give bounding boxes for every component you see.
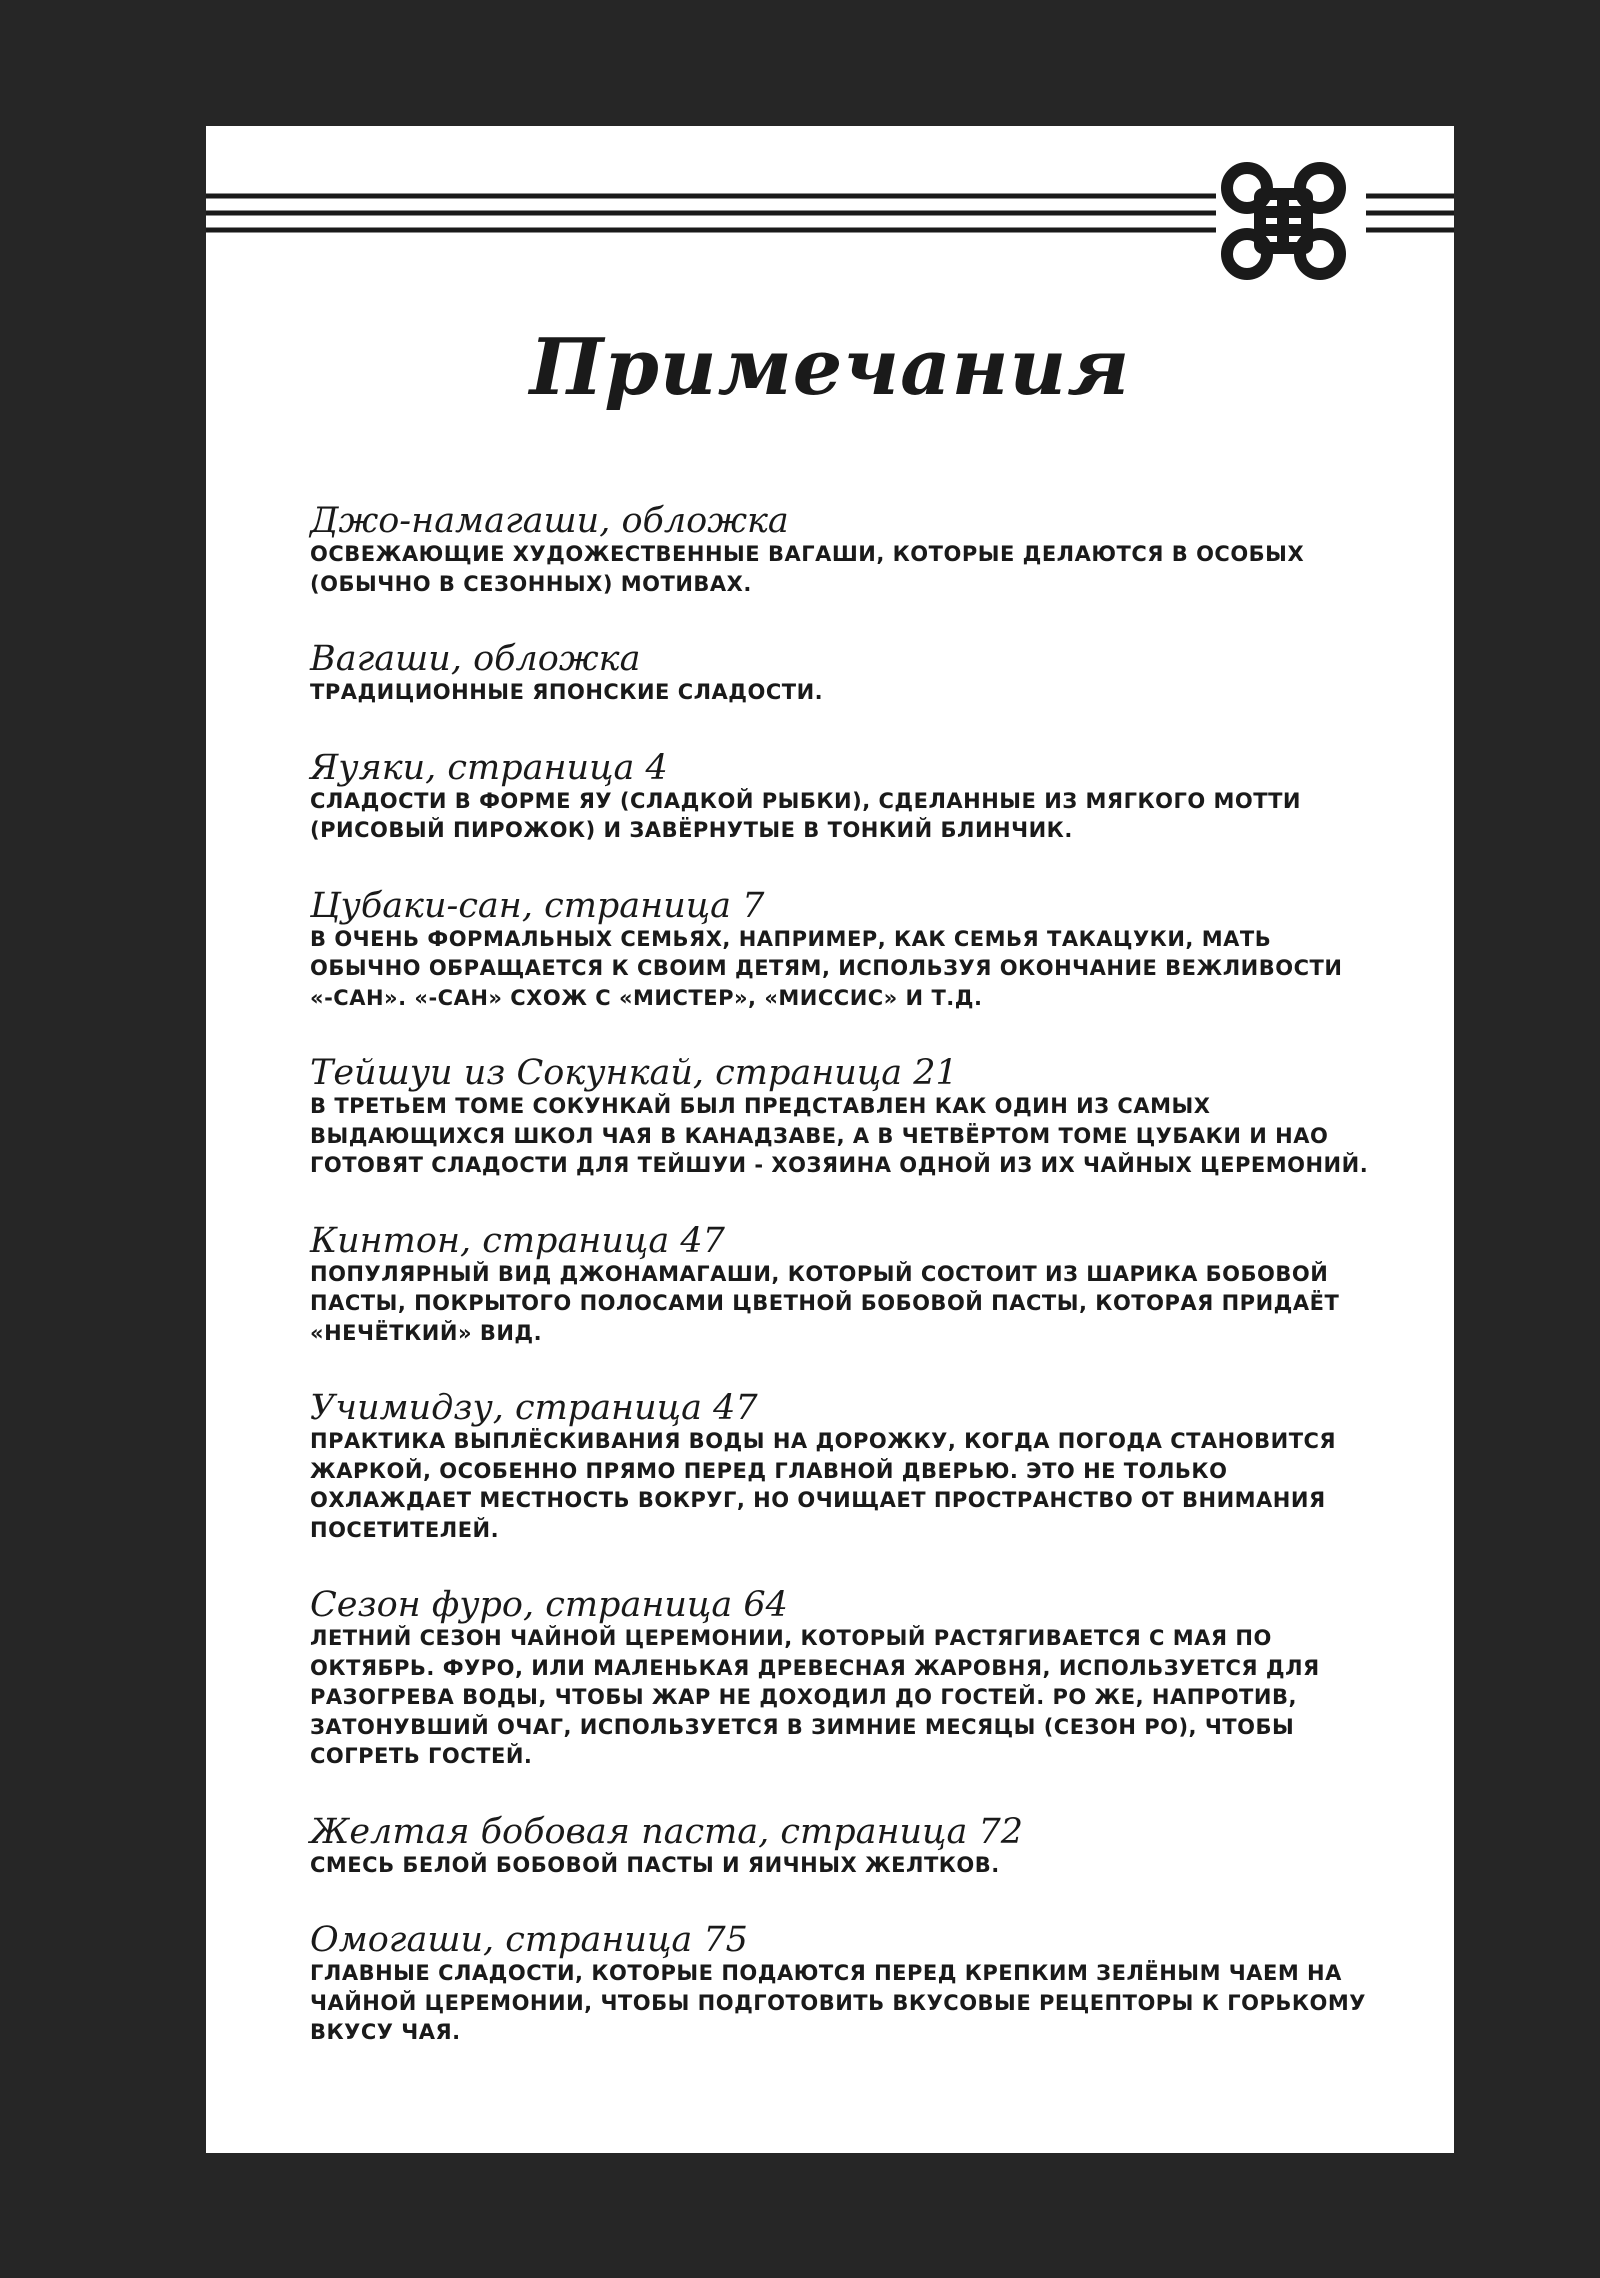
note-item — [310, 1586, 1370, 1772]
note-heading: Джо-намагаши, обложка — [310, 501, 789, 541]
note-heading: Вагаши, обложка — [310, 639, 641, 679]
note-heading: Омогаши, страница 75 — [310, 1920, 748, 1960]
note-body: В ТРЕТЬЕМ ТОМЕ СОКУНКАЙ БЫЛ ПРЕДСТАВЛЕН КАК ОДИН ИЗ САМЫХ ВЫДАЮЩИХСЯ ШКОЛ ЧАЯ В КАНАДЗАВЕ, А В ЧЕТВЁРТОМ ТОМЕ ЦУБАКИ И НАО ГОТОВЯТ СЛАДОСТИ ДЛЯ ТЕЙШУИ - ХОЗЯИНА ОДНОЙ ИЗ ИХ ЧАЙНЫХ ЦЕРЕМОНИЙ. — [310, 1094, 1369, 1177]
notes-list — [310, 502, 1370, 2089]
note-item — [310, 1813, 1370, 1881]
note-body: СМЕСЬ БЕЛОЙ БОБОВОЙ ПАСТЫ И ЯИЧНЫХ ЖЕЛТКОВ. — [310, 1852, 1000, 1877]
note-body: ОСВЕЖАЮЩИЕ ХУДОЖЕСТВЕННЫЕ ВАГАШИ, КОТОРЫЕ ДЕЛАЮТСЯ В ОСОБЫХ (ОБЫЧНО В СЕЗОННЫХ) МОТИВАХ. — [310, 542, 1305, 596]
note-item — [310, 887, 1370, 1014]
note-body: В ОЧЕНЬ ФОРМАЛЬНЫХ СЕМЬЯХ, НАПРИМЕР, КАК СЕМЬЯ ТАКАЦУКИ, МАТЬ ОБЫЧНО ОБРАЩАЕТСЯ К СВОИМ ДЕТЯМ, ИСПОЛЬЗУЯ ОКОНЧАНИЕ ВЕЖЛИВОСТИ «-САН». «-САН» СХОЖ С «МИСТЕР», «МИССИС» И Т.Д. — [310, 926, 1343, 1010]
note-body: ЛЕТНИЙ СЕЗОН ЧАЙНОЙ ЦЕРЕМОНИИ, КОТОРЫЙ РАСТЯГИВАЕТСЯ С МАЯ ПО ОКТЯБРЬ. ФУРО, ИЛИ МАЛЕНЬКАЯ ДРЕВЕСНАЯ ЖАРОВНЯ, ИСПОЛЬЗУЕТСЯ ДЛЯ РАЗОГРЕВА ВОДЫ, ЧТОБЫ ЖАР НЕ ДОХОДИЛ ДО ГОСТЕЙ. РО ЖЕ, НАПРОТИВ, ЗАТОНУВШИЙ ОЧАГ, ИСПОЛЬЗУЕТСЯ В ЗИМНИЕ МЕСЯЦЫ (СЕЗОН РО), ЧТОБЫ СОГРЕТЬ ГОСТЕЙ. — [310, 1626, 1320, 1768]
notes-page — [206, 126, 1454, 2153]
note-item — [310, 749, 1370, 846]
note-heading: Сезон фуро, страница 64 — [310, 1585, 788, 1625]
knot-ornament-icon — [206, 126, 1454, 306]
note-item — [310, 1222, 1370, 1349]
note-heading: Учимидзу, страница 47 — [310, 1388, 758, 1428]
note-heading: Желтая бобовая паста, страница 72 — [310, 1811, 1024, 1852]
note-item — [310, 640, 1370, 708]
note-body: СЛАДОСТИ В ФОРМЕ ЯУ (СЛАДКОЙ РЫБКИ), СДЕЛАННЫЕ ИЗ МЯГКОГО МОТТИ (РИСОВЫЙ ПИРОЖОК) И ЗАВЁРНУТЫЕ В ТОНКИЙ БЛИНЧИК. — [310, 788, 1301, 842]
note-heading: Цубаки-сан, страница 7 — [310, 885, 765, 926]
note-body: ГЛАВНЫЕ СЛАДОСТИ, КОТОРЫЕ ПОДАЮТСЯ ПЕРЕД КРЕПКИМ ЗЕЛЁНЫМ ЧАЕМ НА ЧАЙНОЙ ЦЕРЕМОНИИ, ЧТОБЫ ПОДГОТОВИТЬ ВКУСОВЫЕ РЕЦЕПТОРЫ К ГОРЬКОМУ ВКУСУ ЧАЯ. — [310, 1961, 1366, 2044]
note-heading: Кинтон, страница 47 — [310, 1220, 725, 1261]
note-heading: Яуяки, страница 4 — [310, 747, 668, 788]
note-body: ТРАДИЦИОННЫЕ ЯПОНСКИЕ СЛАДОСТИ. — [310, 680, 824, 704]
note-item — [310, 502, 1370, 599]
note-heading: Тейшуи из Сокункай, страница 21 — [310, 1053, 958, 1093]
note-item — [310, 1921, 1370, 2048]
note-item — [310, 1054, 1370, 1181]
page-title: Примечания — [529, 322, 1131, 413]
note-body: ПРАКТИКА ВЫПЛЁСКИВАНИЯ ВОДЫ НА ДОРОЖКУ, КОГДА ПОГОДА СТАНОВИТСЯ ЖАРКОЙ, ОСОБЕННО ПРЯМО ПЕРЕД ГЛАВНОЙ ДВЕРЬЮ. ЭТО НЕ ТОЛЬКО ОХЛАЖДАЕТ МЕСТНОСТЬ ВОКРУГ, НО ОЧИЩАЕТ ПРОСТРАНСТВО ОТ ВНИМАНИЯ ПОСЕТИТЕЛЕЙ. — [310, 1429, 1337, 1542]
note-body: ПОПУЛЯРНЫЙ ВИД ДЖОНАМАГАШИ, КОТОРЫЙ СОСТОИТ ИЗ ШАРИКА БОБОВОЙ ПАСТЫ, ПОКРЫТОГО ПОЛОСАМИ ЦВЕТНОЙ БОБОВОЙ ПАСТЫ, КОТОРАЯ ПРИДАЁТ «НЕЧЁТКИЙ» ВИД. — [310, 1261, 1340, 1345]
note-item — [310, 1389, 1370, 1545]
